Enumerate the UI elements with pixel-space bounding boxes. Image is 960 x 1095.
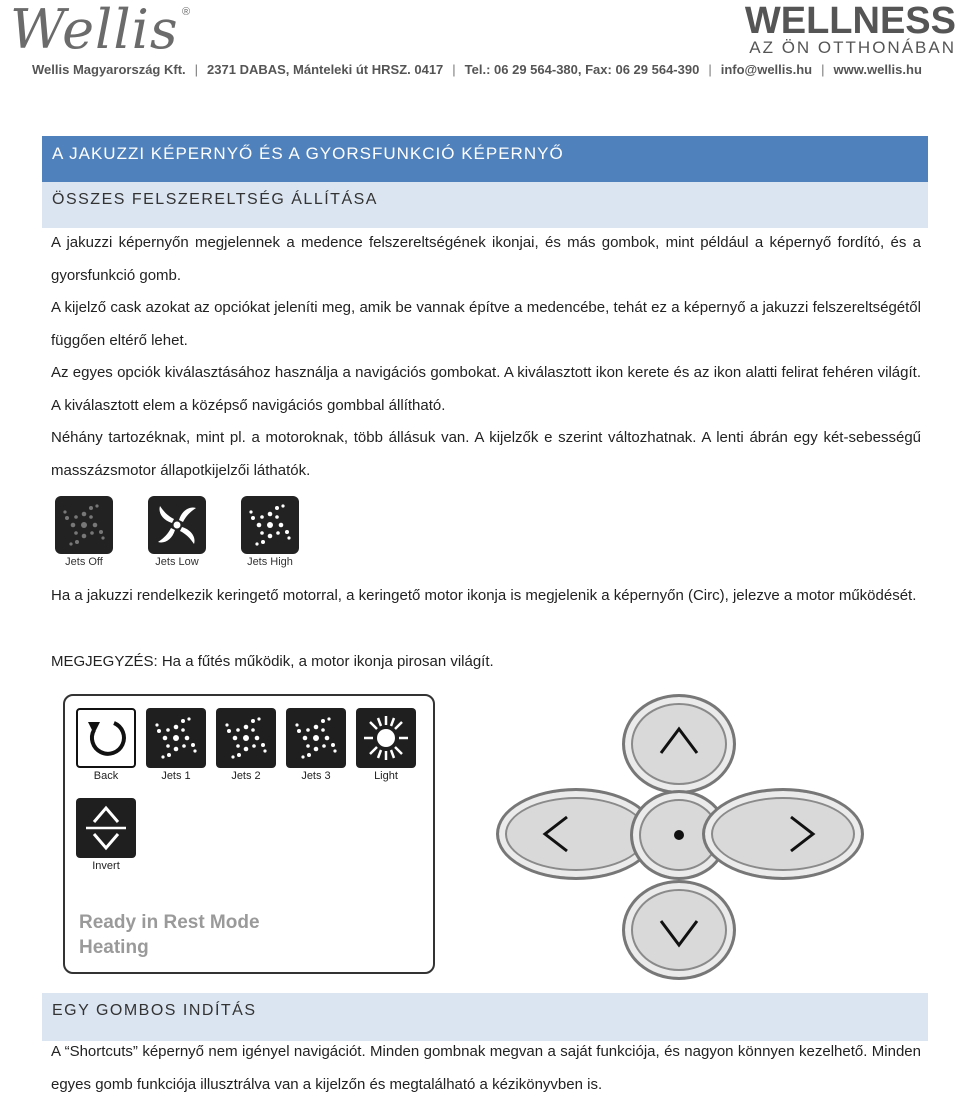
back-button[interactable] [75, 708, 137, 788]
invert-label: Invert [92, 860, 120, 872]
jets-off-state [53, 496, 115, 574]
jets-high-label: Jets High [247, 556, 293, 568]
logo-wordmark: Wellis [10, 0, 179, 61]
jets-off-label: Jets Off [65, 556, 103, 568]
back-label: Back [93, 770, 119, 782]
jets3-button[interactable] [285, 708, 347, 788]
subsection-title: ÖSSZES FELSZERELTSÉG ÁLLÍTÁSA [42, 182, 928, 228]
logo-registered-mark: ® [182, 6, 191, 18]
invert-button[interactable] [75, 798, 137, 878]
back-icon [76, 708, 136, 768]
paragraph: A “Shortcuts” képernyő nem igényel navigációt. Minden gombnak megvan a saját funkciója, és nagyon könnyen kezelhető. Minden egyes gomb funkciója illusztrálva van a kijelzőn és megtalálható a kézikönyvben is. [51, 1043, 921, 1093]
separator: | [194, 62, 199, 77]
separator: | [452, 62, 456, 77]
company-email[interactable]: info@wellis.hu [720, 62, 813, 77]
chevron-right-icon [705, 791, 861, 877]
jets-high-icon [241, 496, 299, 554]
contact-line [32, 62, 960, 77]
status-heating: Heating [79, 937, 149, 958]
paragraph: Ha a jakuzzi rendelkezik keringető motorral, a keringető motor ikonja is megjelenik a képernyőn (Circ), jelezve a motor működését. [51, 587, 917, 604]
nav-down-button[interactable] [622, 880, 736, 980]
company-website[interactable]: www.wellis.hu [833, 62, 922, 77]
chevron-up-icon [625, 697, 733, 791]
jets-low-label: Jets Low [155, 556, 199, 568]
jets1-icon [146, 708, 206, 768]
nav-up-button[interactable] [622, 694, 736, 794]
light-button[interactable] [355, 708, 417, 788]
paragraph: Néhány tartozéknak, mint pl. a motoroknak, több állásuk van. A kijelzők e szerint változhatnak. A lenti ábrán egy két-sebességű masszázsmotor állapotkijelzői láthatók. [51, 429, 921, 479]
company-name: Wellis Magyarország Kft. [32, 62, 186, 77]
jets-low-state [146, 496, 208, 574]
separator: | [821, 62, 825, 77]
jets3-icon [286, 708, 346, 768]
subsection-title: EGY GOMBOS INDÍTÁS [42, 993, 928, 1041]
jets1-label: Jets 1 [161, 770, 191, 782]
section-title: A JAKUZZI KÉPERNYŐ ÉS A GYORSFUNKCIÓ KÉPERNYŐ [42, 136, 928, 182]
nav-right-button[interactable] [702, 788, 864, 880]
wellis-logo [4, 0, 194, 62]
jets-high-state [239, 496, 301, 574]
light-icon [356, 708, 416, 768]
paragraph: A kijelző cask azokat az opciókat jeleníti meg, amik be vannak építve a medencébe, tehát ez a képernyő a jakuzzi felszereltségétől függően eltérő lehet. [51, 299, 921, 349]
jacuzzi-screen [63, 694, 435, 974]
paragraph: Az egyes opciók kiválasztásához használja a navigációs gombokat. A kiválasztott ikon kerete és az ikon alatti felirat fehéren világít. A kiválasztott elem a középső navigációs gombbal állítható. [51, 364, 921, 414]
jets3-label: Jets 3 [301, 770, 331, 782]
jets-off-icon [55, 496, 113, 554]
paragraph: A jakuzzi képernyőn megjelennek a medence felszereltségének ikonjai, és más gombok, mint például a képernyő fordító, és a gyorsfunkció gomb. [51, 234, 921, 284]
chevron-down-icon [625, 883, 733, 977]
invert-icon [76, 798, 136, 858]
navigation-pad [496, 694, 866, 980]
jets2-icon [216, 708, 276, 768]
brand-subtitle: AZ ÖN OTTHONÁBAN [749, 38, 956, 57]
brand-title: WELLNESS [744, 0, 956, 42]
jets-low-icon [148, 496, 206, 554]
company-address: 2371 DABAS, Mánteleki út HRSZ. 0417 [207, 62, 444, 77]
jets2-label: Jets 2 [231, 770, 261, 782]
jets2-button[interactable] [215, 708, 277, 788]
status-ready: Ready in Rest Mode [79, 912, 260, 933]
separator: | [708, 62, 712, 77]
company-phone: Tel.: 06 29 564-380, Fax: 06 29 564-390 [464, 62, 700, 77]
paragraph: MEGJEGYZÉS: Ha a fűtés működik, a motor ikonja pirosan világít. [51, 653, 494, 670]
jets1-button[interactable] [145, 708, 207, 788]
light-label: Light [374, 770, 398, 782]
